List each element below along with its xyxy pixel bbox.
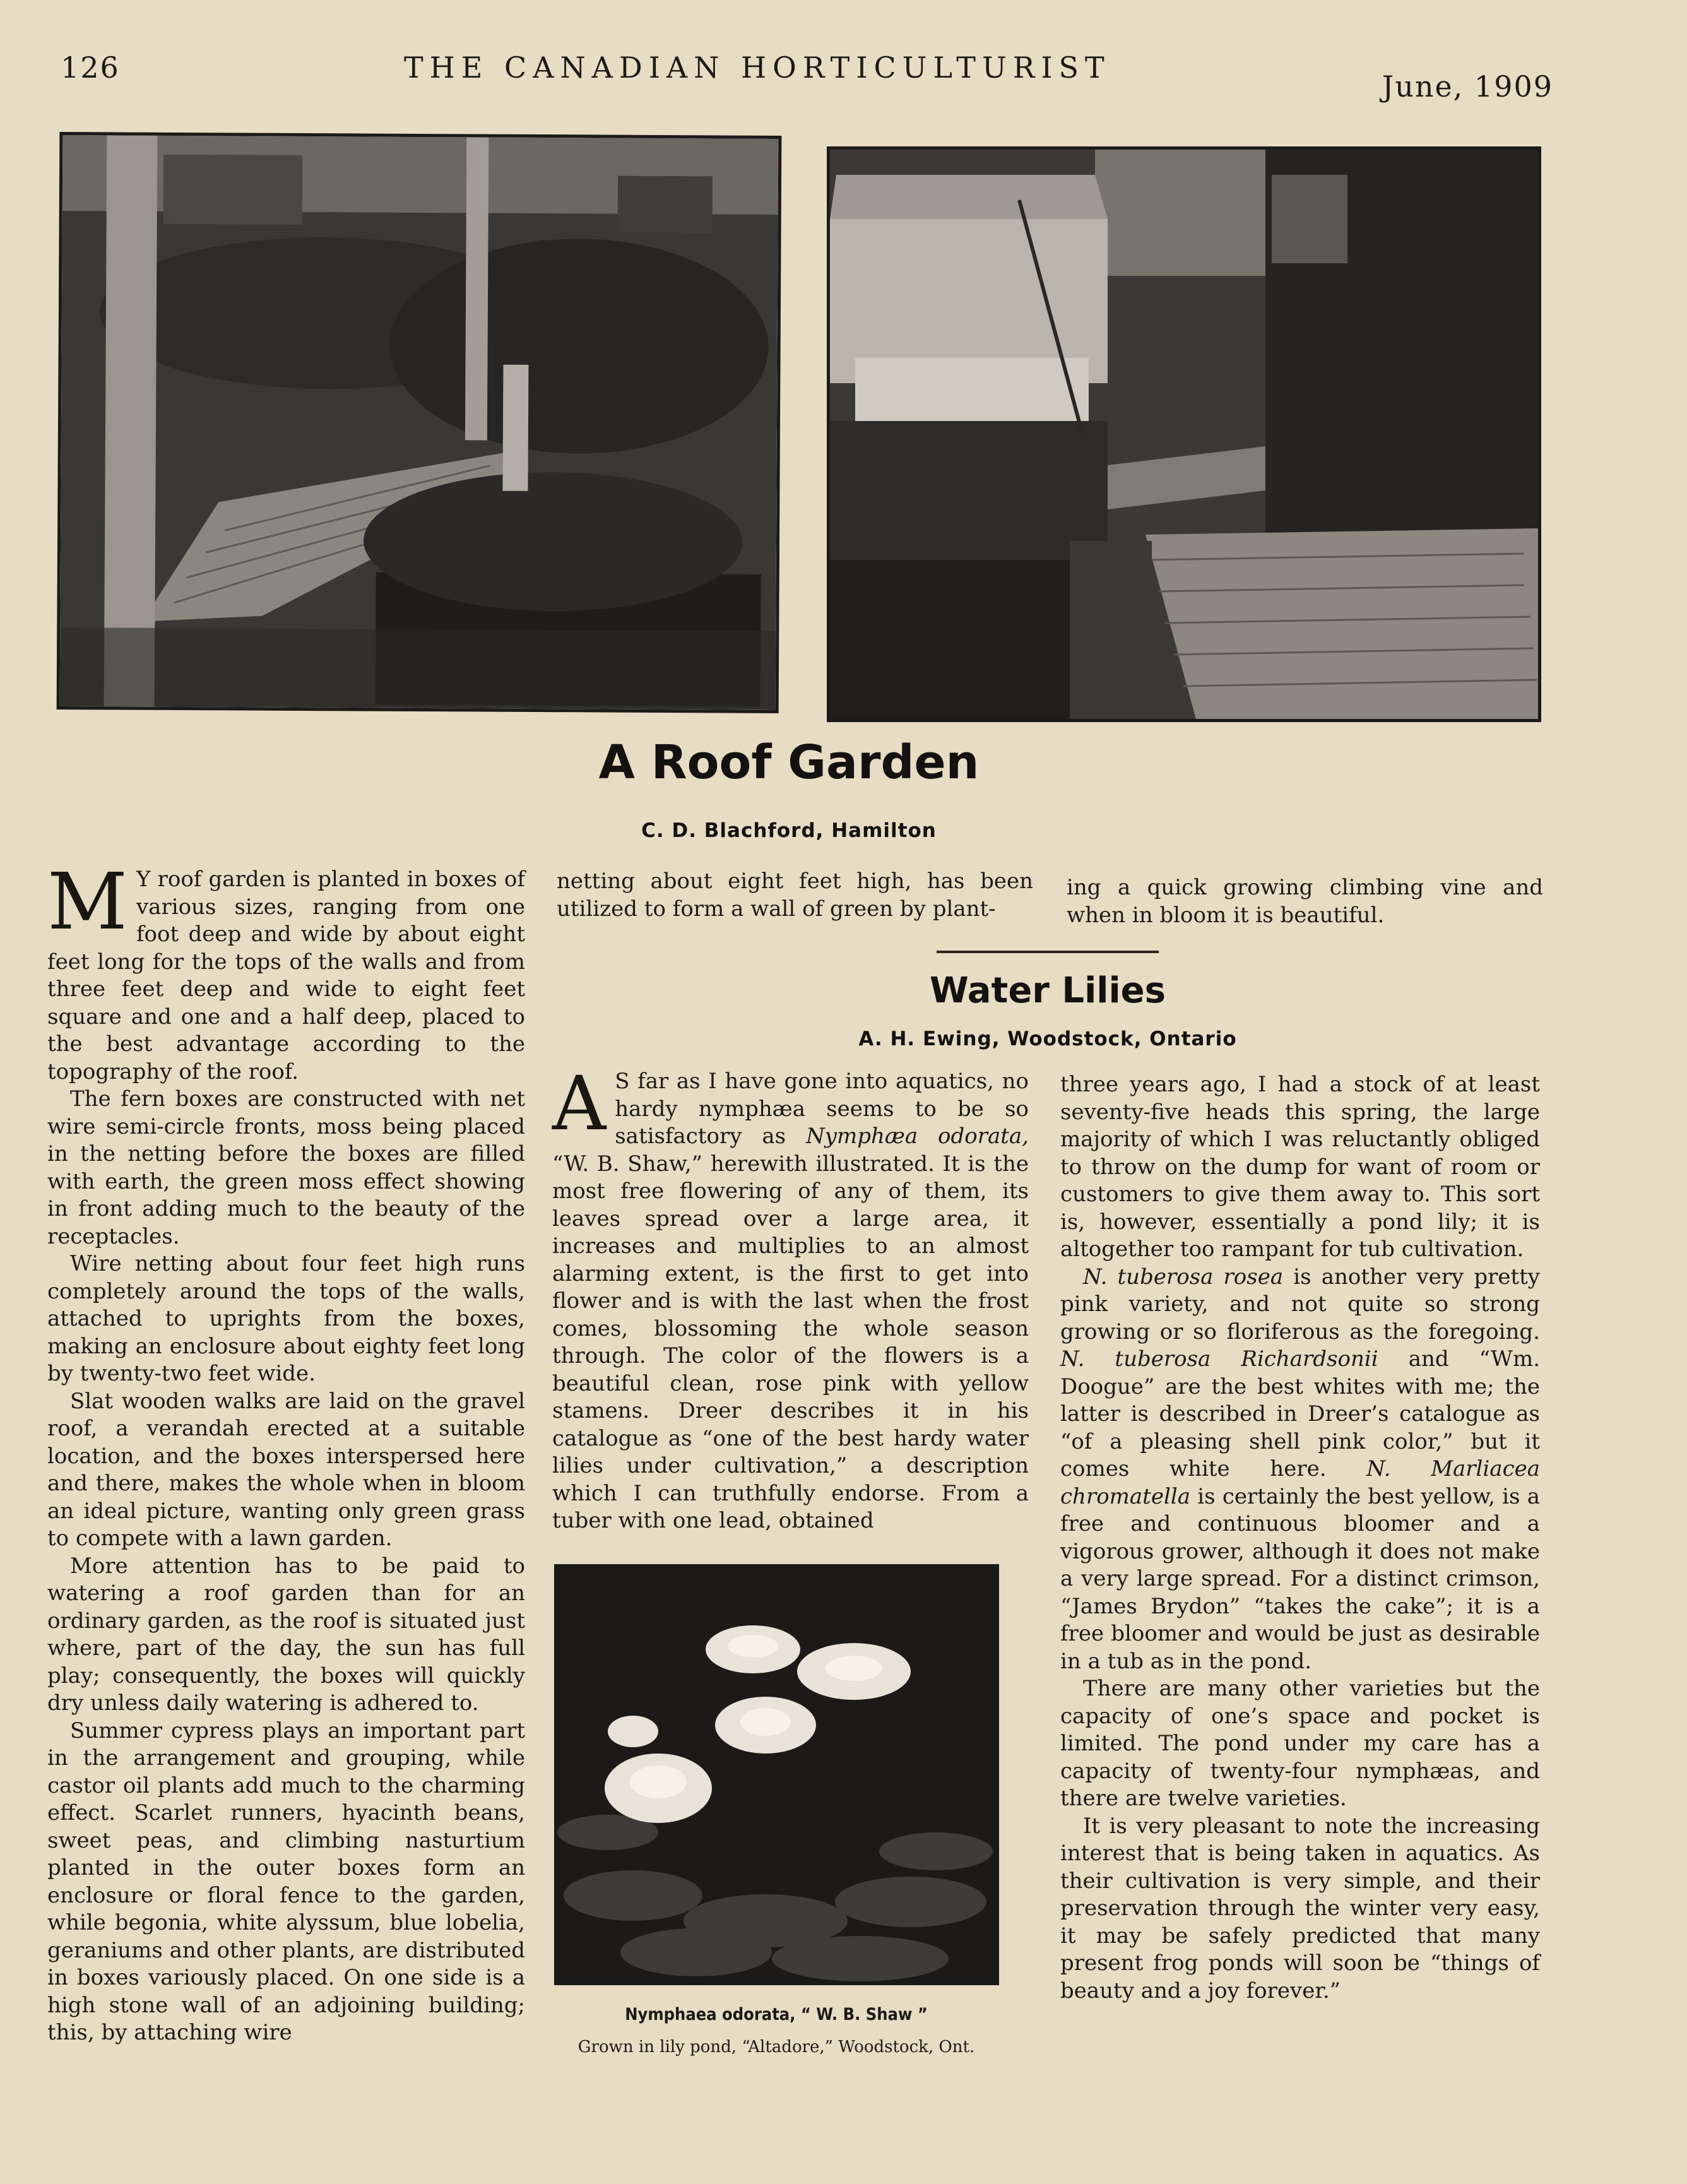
lily-paragraph-2-text-1: is another very pretty pink variety, and not quite so strong growing or so floriferous as the foregoing. [1060, 1264, 1540, 1344]
roof-garden-title: A Roof Garden [598, 735, 980, 790]
roof-garden-column-3 [1067, 874, 1543, 929]
roof-garden-dropcap: M [47, 857, 127, 947]
water-lilies-column-2 [552, 1060, 1029, 1535]
lily-paragraph-2-text-2: and “Wm. Doogue” are the best whites with me; the latter is described in Dreer’s catalogue as “of a pleasing shell pink color,” but it comes white here. [1060, 1346, 1540, 1481]
magazine-title: THE CANADIAN HORTICULTURIST [404, 50, 1111, 85]
roof-garden-photo-right [827, 146, 1541, 722]
page-number: 126 [61, 50, 120, 85]
roof-paragraph-5: More attention has to be paid to watering a roof garden than for an ordinary garden, as the roof is situated just where, part of the day, the sun has full play; consequently, the boxes will quickly dry unless daily watering is adhered to. [47, 1553, 525, 1716]
roof-garden-column-1 [47, 857, 525, 2047]
roof-garden-photo-left [57, 132, 782, 713]
lily-variety-richardsonii: N. tuberosa Richardsonii [1060, 1346, 1378, 1372]
roof-paragraph-3: Wire netting about four feet high runs completely around the tops of the walls, attached to uprights from the boxes, making an enclosure about eighty feet long by twenty-two feet wide. [47, 1251, 525, 1386]
section-divider [937, 951, 1159, 953]
roof-paragraph-2: The fern boxes are constructed with net wire semi-circle fronts, moss being placed in the netting before the boxes are filled with earth, the green moss effect showing in front adding much to the beauty of the receptacles. [47, 1086, 525, 1249]
lily-paragraph-3: There are many other varieties but the capacity of one’s space and pocket is limited. The pond under my care has a capacity of twenty-four nymphæas, and there are twelve varieties. [1060, 1676, 1540, 1811]
lily-paragraph-1-b: “W. B. Shaw,” herewith illustrated. It is the most free flowering of any of them, its leaves spread over a large area, it increases and multiplies to an almost alarming extent, is the first to get into flower and is with the last when the frost comes, blossoming the whole season through. The color of the flowers is a beautiful clean, rose pink with yellow stamens. Dreer describes it in his catalogue as “one of the best hardy water lilies under cultivation,” a description which I can truthfully endorse. From a tuber with one lead, obtained [552, 1151, 1029, 1533]
lily-paragraph-4: It is very pleasant to note the increasing interest that is being taken in aquatics. As their cultivation is very simple, and their preservation through the winter very easy, it may be safely predicted that many present frog ponds will soon be “things of beauty and a joy forever.” [1060, 1813, 1540, 2003]
lily-paragraph-1-cont: three years ago, I had a stock of at least seventy-five heads this spring, the large majority of which I was reluctantly obliged to throw on the dump for want of room or customers to give them away to. This sort is, however, essentially a pond lily; it is altogether too rampant for tub cultivation. [1060, 1072, 1540, 1262]
lily-paragraph-2-text-3: is certainly the best yellow, is a free and continuous bloomer and a vigorous grower, although it does not make a very large spread. For a distinct crimson, “James Brydon” “takes the cake”; it is a free bloomer and would be just as desirable in a tub as in the pond. [1060, 1483, 1540, 1674]
lily-paragraph-2 [1060, 1264, 1540, 1676]
issue-date: June, 1909 [1382, 69, 1553, 104]
roof-garden-column-2 [557, 868, 1033, 923]
roof-garden-byline: C. D. Blachford, Hamilton [641, 819, 937, 842]
lily-variety-chromatella: N. Marliacea chromatella [1060, 1456, 1541, 1509]
lily-variety-rosea: N. tuberosa rosea [1083, 1264, 1284, 1290]
roof-paragraph-6-end: ing a quick growing climbing vine and when in bloom it is beautiful. [1067, 875, 1543, 928]
water-lily-caption-title: Nymphaea odorata, “ W. B. Shaw ” [625, 2005, 928, 2024]
water-lilies-dropcap: A [552, 1060, 607, 1147]
roof-paragraph-1: Y roof garden is planted in boxes of various sizes, ranging from one foot deep and wide by about eight feet long for the tops of the walls and from three feet deep and wide to eight feet square and one and a half deep, placed to the best advantage according to the topography of the roof. [47, 867, 525, 1084]
roof-paragraph-6: Summer cypress plays an important part in the arrangement and grouping, while castor oil plants add much to the charming effect. Scarlet runners, hyacinth beans, sweet peas, and climbing nasturtium planted in the outer boxes form an enclosure or floral fence to the garden, while begonia, white alyssum, blue lobelia, geraniums and other plants, are distributed in boxes variously placed. On one side is a high stone wall of an adjoining building; this, by attaching wire [47, 1718, 525, 2045]
lily-species-name: Nymphæa odorata, [806, 1124, 1029, 1149]
water-lilies-column-3 [1060, 1071, 1540, 2005]
roof-paragraph-4: Slat wooden walks are laid on the gravel roof, a verandah erected at a suitable location, and the boxes interspersed here and there, makes the whole when in bloom an ideal picture, wanting only green grass to compete with a lawn garden. [47, 1388, 525, 1551]
lily-paragraph-1-a: S far as I have gone into aquatics, no hardy nymphæa seems to be so satisfactory as [615, 1069, 1029, 1149]
water-lilies-byline: A. H. Ewing, Woodstock, Ontario [858, 1028, 1237, 1050]
water-lilies-title: Water Lilies [929, 970, 1166, 1011]
roof-paragraph-6-cont: netting about eight feet high, has been utilized to form a wall of green by plant- [557, 869, 1033, 922]
water-lily-photo [554, 1564, 999, 1985]
water-lily-caption-subtitle: Grown in lily pond, “Altadore,” Woodstock, Ont. [577, 2038, 975, 2056]
